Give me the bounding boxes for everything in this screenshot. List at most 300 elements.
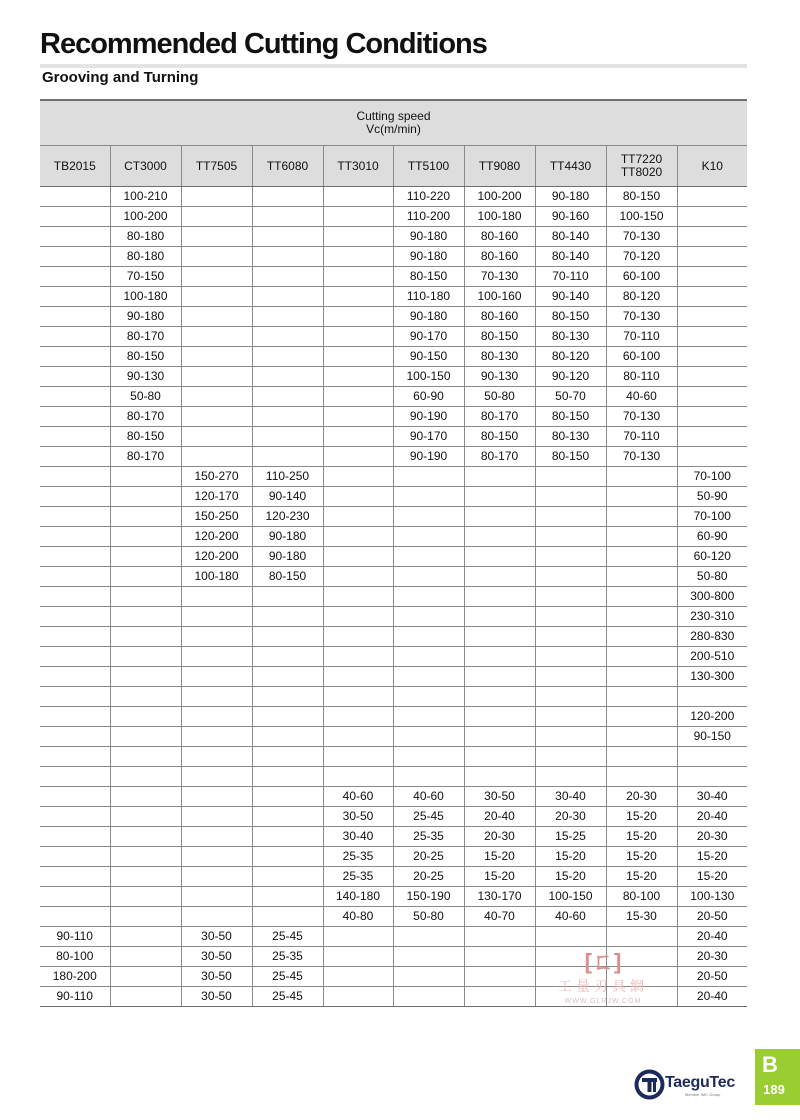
cutting-speed-table xyxy=(40,99,747,1007)
table-cell xyxy=(181,767,252,787)
table-cell: 60-90 xyxy=(393,387,464,407)
table-row xyxy=(40,687,747,707)
table-cell xyxy=(40,347,110,367)
table-cell: 30-50 xyxy=(181,987,252,1007)
table-row xyxy=(40,247,747,267)
table-cell xyxy=(464,747,535,767)
table-cell: 90-180 xyxy=(393,247,464,267)
table-cell xyxy=(464,987,535,1007)
table-cell: 40-60 xyxy=(535,907,606,927)
table-cell xyxy=(252,267,323,287)
table-row xyxy=(40,847,747,867)
table-cell: 70-130 xyxy=(606,407,677,427)
table-cell: 120-200 xyxy=(181,547,252,567)
table-cell xyxy=(606,547,677,567)
table-cell: 80-150 xyxy=(535,307,606,327)
table-cell: 150-190 xyxy=(393,887,464,907)
table-row xyxy=(40,227,747,247)
table-cell xyxy=(606,507,677,527)
table-cell: 80-150 xyxy=(393,267,464,287)
table-cell xyxy=(181,847,252,867)
table-cell xyxy=(323,687,393,707)
table-cell xyxy=(40,687,110,707)
table-cell xyxy=(252,327,323,347)
table-row xyxy=(40,387,747,407)
table-cell xyxy=(181,727,252,747)
table-cell xyxy=(252,607,323,627)
table-cell: 90-120 xyxy=(535,367,606,387)
table-cell xyxy=(110,507,181,527)
table-cell: 30-50 xyxy=(464,787,535,807)
table-cell xyxy=(181,667,252,687)
table-cell xyxy=(110,787,181,807)
table-cell xyxy=(40,407,110,427)
table-cell xyxy=(323,567,393,587)
column-header xyxy=(464,146,535,187)
table-cell: 80-150 xyxy=(110,347,181,367)
table-cell: 15-20 xyxy=(606,867,677,887)
table-cell xyxy=(606,747,677,767)
table-cell xyxy=(181,867,252,887)
table-cell xyxy=(252,727,323,747)
table-cell xyxy=(110,687,181,707)
table-row xyxy=(40,347,747,367)
table-row xyxy=(40,907,747,927)
table-cell: 50-80 xyxy=(464,387,535,407)
table-cell xyxy=(40,227,110,247)
table-cell xyxy=(535,767,606,787)
table-row xyxy=(40,627,747,647)
table-cell xyxy=(110,587,181,607)
table-cell: 40-70 xyxy=(464,907,535,927)
group-header-line-2: Vc(m/min) xyxy=(366,122,421,136)
table-cell: 80-150 xyxy=(464,427,535,447)
table-cell: 60-120 xyxy=(677,547,747,567)
table-cell: 150-270 xyxy=(181,467,252,487)
table-cell: 20-30 xyxy=(535,807,606,827)
table-cell xyxy=(323,667,393,687)
table-cell xyxy=(181,407,252,427)
table-cell xyxy=(40,647,110,667)
table-cell xyxy=(40,767,110,787)
table-cell xyxy=(393,987,464,1007)
table-cell xyxy=(677,187,747,207)
table-cell: 80-170 xyxy=(110,327,181,347)
table-cell xyxy=(252,747,323,767)
table-cell xyxy=(535,507,606,527)
table-cell xyxy=(464,667,535,687)
table-cell xyxy=(110,847,181,867)
table-cell xyxy=(677,427,747,447)
table-row xyxy=(40,567,747,587)
table-cell xyxy=(464,647,535,667)
table-row xyxy=(40,447,747,467)
table-cell: 130-300 xyxy=(677,667,747,687)
table-cell xyxy=(252,287,323,307)
column-header-line: TT8020 xyxy=(620,165,663,179)
section-tab xyxy=(755,1049,800,1105)
watermark-url: WWW.GLRJW.COM xyxy=(564,998,642,1005)
table-cell xyxy=(677,347,747,367)
table-row xyxy=(40,767,747,787)
column-header-line: TT7505 xyxy=(195,158,238,173)
table-cell xyxy=(393,567,464,587)
table-cell xyxy=(252,387,323,407)
table-cell xyxy=(535,927,606,947)
table-cell: 40-60 xyxy=(323,787,393,807)
table-cell: 80-170 xyxy=(464,447,535,467)
table-cell: 15-25 xyxy=(535,827,606,847)
table-cell: 80-140 xyxy=(535,227,606,247)
table-row xyxy=(40,727,747,747)
table-cell xyxy=(252,207,323,227)
table-cell xyxy=(323,987,393,1007)
table-cell xyxy=(606,687,677,707)
table-cell xyxy=(393,747,464,767)
table-cell: 20-40 xyxy=(677,987,747,1007)
table-cell xyxy=(252,307,323,327)
table-row xyxy=(40,527,747,547)
table-cell xyxy=(323,387,393,407)
table-cell: 110-250 xyxy=(252,467,323,487)
table-cell xyxy=(110,667,181,687)
table-cell xyxy=(181,347,252,367)
section-letter: B xyxy=(762,1052,778,1077)
table-cell xyxy=(181,807,252,827)
table-cell xyxy=(181,247,252,267)
column-header xyxy=(181,146,252,187)
table-cell: 80-120 xyxy=(606,287,677,307)
table-cell xyxy=(323,947,393,967)
table-row xyxy=(40,547,747,567)
table-cell xyxy=(110,767,181,787)
table-cell: 15-20 xyxy=(606,847,677,867)
table-cell xyxy=(323,227,393,247)
table-cell xyxy=(606,647,677,667)
table-cell xyxy=(40,547,110,567)
table-cell xyxy=(606,707,677,727)
table-cell: 110-220 xyxy=(393,187,464,207)
table-cell xyxy=(110,747,181,767)
table-cell: 60-100 xyxy=(606,347,677,367)
table-cell: 100-150 xyxy=(606,207,677,227)
table-cell xyxy=(40,567,110,587)
table-cell xyxy=(323,207,393,227)
table-cell: 25-45 xyxy=(252,927,323,947)
table-cell xyxy=(323,647,393,667)
page-title: Recommended Cutting Conditions xyxy=(40,28,487,60)
table-cell: 40-60 xyxy=(606,387,677,407)
table-cell xyxy=(181,747,252,767)
table-cell: 80-170 xyxy=(110,407,181,427)
table-cell xyxy=(40,907,110,927)
table-cell xyxy=(40,827,110,847)
column-header xyxy=(606,146,677,187)
table-cell xyxy=(40,527,110,547)
table-cell xyxy=(323,407,393,427)
column-header xyxy=(252,146,323,187)
table-cell xyxy=(535,607,606,627)
column-header xyxy=(677,146,747,187)
table-cell xyxy=(110,567,181,587)
table-cell xyxy=(252,887,323,907)
column-header-line: TB2015 xyxy=(53,158,96,173)
table-cell: 25-35 xyxy=(252,947,323,967)
table-cell xyxy=(40,247,110,267)
table-cell: 80-140 xyxy=(535,247,606,267)
table-cell: 70-110 xyxy=(606,327,677,347)
table-cell xyxy=(393,927,464,947)
table-cell xyxy=(40,427,110,447)
table-cell: 20-30 xyxy=(677,827,747,847)
table-cell: 70-130 xyxy=(606,447,677,467)
table-cell: 60-90 xyxy=(677,527,747,547)
table-row xyxy=(40,667,747,687)
table-cell xyxy=(110,907,181,927)
table-row xyxy=(40,187,747,207)
table-cell: 25-45 xyxy=(252,967,323,987)
table-cell xyxy=(110,547,181,567)
table-cell xyxy=(181,267,252,287)
table-cell xyxy=(181,607,252,627)
table-row xyxy=(40,307,747,327)
table-cell xyxy=(535,567,606,587)
table-cell: 70-100 xyxy=(677,507,747,527)
table-cell: 100-150 xyxy=(535,887,606,907)
table-cell: 80-160 xyxy=(464,307,535,327)
table-cell xyxy=(40,707,110,727)
table-cell: 120-230 xyxy=(252,507,323,527)
table-cell xyxy=(252,787,323,807)
table-cell: 30-50 xyxy=(181,927,252,947)
table-cell xyxy=(40,747,110,767)
table-cell xyxy=(535,487,606,507)
table-cell: 15-20 xyxy=(464,847,535,867)
table-cell xyxy=(393,707,464,727)
table-row xyxy=(40,367,747,387)
table-cell xyxy=(677,307,747,327)
table-cell: 25-35 xyxy=(323,867,393,887)
table-cell xyxy=(464,967,535,987)
table-cell xyxy=(110,707,181,727)
table-row xyxy=(40,327,747,347)
table-cell: 40-60 xyxy=(393,787,464,807)
table-cell xyxy=(677,367,747,387)
table-cell: 90-180 xyxy=(252,527,323,547)
table-cell: 100-130 xyxy=(677,887,747,907)
table-cell: 110-180 xyxy=(393,287,464,307)
table-cell xyxy=(40,887,110,907)
table-cell xyxy=(323,487,393,507)
table-cell: 90-140 xyxy=(252,487,323,507)
table-row xyxy=(40,587,747,607)
table-cell: 80-130 xyxy=(535,427,606,447)
table-cell: 50-90 xyxy=(677,487,747,507)
table-cell xyxy=(323,747,393,767)
table-cell: 20-25 xyxy=(393,867,464,887)
table-cell xyxy=(464,467,535,487)
table-cell: 70-130 xyxy=(464,267,535,287)
table-cell: 90-180 xyxy=(252,547,323,567)
table-cell: 130-170 xyxy=(464,887,535,907)
table-cell: 30-50 xyxy=(181,967,252,987)
table-cell xyxy=(40,327,110,347)
table-cell: 150-250 xyxy=(181,507,252,527)
table-cell: 80-110 xyxy=(606,367,677,387)
table-cell xyxy=(393,727,464,747)
table-cell xyxy=(464,687,535,707)
table-cell xyxy=(393,487,464,507)
table-cell: 30-40 xyxy=(323,827,393,847)
table-cell xyxy=(606,927,677,947)
table-row xyxy=(40,807,747,827)
table-cell xyxy=(110,607,181,627)
table-cell xyxy=(323,547,393,567)
table-cell xyxy=(323,607,393,627)
table-cell xyxy=(606,587,677,607)
column-header-line: TT5100 xyxy=(407,158,450,173)
table-cell xyxy=(252,667,323,687)
section-subtitle: Grooving and Turning xyxy=(42,69,199,86)
group-header-line-1: Cutting speed xyxy=(356,109,431,123)
table-cell xyxy=(606,727,677,747)
table-cell xyxy=(677,687,747,707)
table-cell xyxy=(181,187,252,207)
table-cell: 90-130 xyxy=(464,367,535,387)
table-cell: 30-50 xyxy=(181,947,252,967)
table-row xyxy=(40,427,747,447)
table-cell xyxy=(535,727,606,747)
table-cell xyxy=(40,507,110,527)
table-cell: 60-100 xyxy=(606,267,677,287)
table-cell xyxy=(252,447,323,467)
taegutec-logo-icon xyxy=(633,1068,666,1101)
column-header xyxy=(110,146,181,187)
table-cell xyxy=(323,967,393,987)
table-row xyxy=(40,787,747,807)
table-cell xyxy=(40,207,110,227)
table-cell: 80-150 xyxy=(606,187,677,207)
table-row xyxy=(40,507,747,527)
table-cell: 90-180 xyxy=(393,227,464,247)
table-cell xyxy=(323,627,393,647)
table-cell: 30-40 xyxy=(535,787,606,807)
table-cell xyxy=(40,447,110,467)
table-cell xyxy=(181,587,252,607)
table-cell: 90-180 xyxy=(110,307,181,327)
table-cell: 15-20 xyxy=(464,867,535,887)
table-cell xyxy=(464,567,535,587)
column-header-line: TT9080 xyxy=(478,158,521,173)
watermark-logo: [ㄈ] xyxy=(584,949,622,974)
table-cell xyxy=(181,787,252,807)
table-cell: 90-180 xyxy=(393,307,464,327)
table-cell xyxy=(110,627,181,647)
table-cell: 90-190 xyxy=(393,407,464,427)
table-cell: 90-140 xyxy=(535,287,606,307)
table-cell: 100-180 xyxy=(464,207,535,227)
table-cell xyxy=(393,527,464,547)
table-cell xyxy=(252,687,323,707)
table-cell: 80-160 xyxy=(464,227,535,247)
table-cell xyxy=(252,227,323,247)
table-cell: 80-170 xyxy=(110,447,181,467)
table-cell xyxy=(606,667,677,687)
table-cell xyxy=(677,287,747,307)
table-cell xyxy=(252,627,323,647)
table-cell: 80-100 xyxy=(40,947,110,967)
cutting-speed-table-wrapper xyxy=(40,99,747,1007)
table-cell xyxy=(323,367,393,387)
table-cell xyxy=(110,967,181,987)
table-cell xyxy=(181,307,252,327)
table-cell xyxy=(606,527,677,547)
table-cell xyxy=(535,527,606,547)
table-cell: 20-50 xyxy=(677,907,747,927)
table-cell: 25-45 xyxy=(252,987,323,1007)
table-cell xyxy=(323,267,393,287)
table-cell: 50-80 xyxy=(110,387,181,407)
table-cell xyxy=(110,867,181,887)
table-cell xyxy=(677,747,747,767)
table-cell xyxy=(323,187,393,207)
table-cell xyxy=(535,747,606,767)
cutting-speed-group-header xyxy=(40,100,747,146)
table-cell xyxy=(252,867,323,887)
table-row xyxy=(40,747,747,767)
table-cell xyxy=(393,627,464,647)
table-row xyxy=(40,707,747,727)
table-row xyxy=(40,267,747,287)
table-cell xyxy=(181,887,252,907)
table-cell: 70-110 xyxy=(535,267,606,287)
table-cell: 120-170 xyxy=(181,487,252,507)
table-cell xyxy=(464,767,535,787)
table-cell: 25-35 xyxy=(393,827,464,847)
table-cell xyxy=(535,547,606,567)
table-cell: 20-50 xyxy=(677,967,747,987)
table-cell xyxy=(677,447,747,467)
table-cell: 200-510 xyxy=(677,647,747,667)
table-cell xyxy=(464,587,535,607)
table-cell: 25-45 xyxy=(393,807,464,827)
table-cell xyxy=(323,507,393,527)
table-cell xyxy=(181,387,252,407)
column-header-line: K10 xyxy=(701,158,723,173)
table-cell: 80-150 xyxy=(535,447,606,467)
table-cell: 15-30 xyxy=(606,907,677,927)
table-cell xyxy=(40,367,110,387)
table-cell xyxy=(606,487,677,507)
table-cell: 20-30 xyxy=(677,947,747,967)
table-row xyxy=(40,827,747,847)
table-cell xyxy=(464,527,535,547)
table-cell xyxy=(677,227,747,247)
table-cell: 30-50 xyxy=(323,807,393,827)
table-cell xyxy=(535,467,606,487)
table-cell xyxy=(393,507,464,527)
table-cell: 40-80 xyxy=(323,907,393,927)
table-cell xyxy=(393,587,464,607)
table-cell xyxy=(110,467,181,487)
table-row xyxy=(40,287,747,307)
table-cell: 80-120 xyxy=(535,347,606,367)
table-cell xyxy=(393,947,464,967)
table-cell xyxy=(40,807,110,827)
table-cell: 70-130 xyxy=(606,227,677,247)
table-cell xyxy=(110,987,181,1007)
table-cell: 80-130 xyxy=(464,347,535,367)
